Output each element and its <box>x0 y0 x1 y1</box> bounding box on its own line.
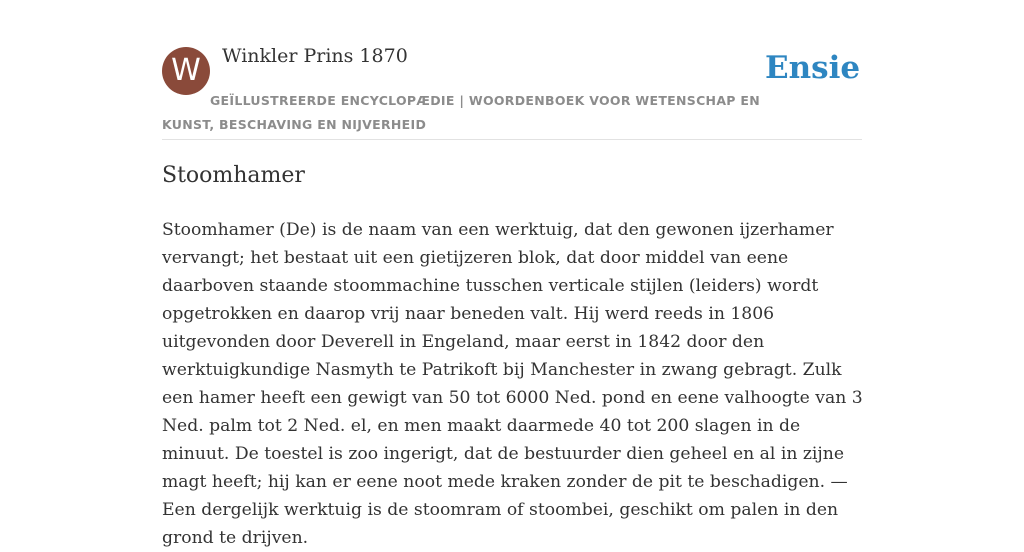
entry-body: Stoomhamer (De) is de naam van een werktuig, dat den gewonen ijzerhamer vervangt; het bestaat uit een gietijzeren blok, dat door middel van eene daarboven staande stoommachine tusschen verticale stijlen (leiders) wordt opgetrokken en daarop vrij naar beneden valt. Hij werd reeds in 1806 uitgevonden door Deverell in Engeland, maar eerst in 1842 door den werktuigkundige Nasmyth te Patrikoft bij Manchester in zwang gebragt. Zulk een hamer heeft een gewigt van 50 tot 6000 Ned. pond en eene valhoogte van 3 Ned. palm tot 2 Ned. el, en men maakt daarmede 40 tot 200 slagen in de minuut. De toestel is zoo ingerigt, dat de bestuurder dien geheel en al in zijne magt heeft; hij kan er eene noot mede kraken zonder de pit te beschadigen. — Een dergelijk werktuig is de stoomram of stoombei, geschikt om palen in den grond te drijven. <box>162 220 863 548</box>
source-subtitle: GEÏLLUSTREERDE ENCYCLOPÆDIE | WOORDENBOEK VOOR WETENSCHAP EN KUNST, BESCHAVING EN NIJVERHEID <box>162 93 760 132</box>
source-title[interactable]: Winkler Prins 1870 <box>222 45 408 67</box>
source-avatar[interactable]: W <box>162 47 210 95</box>
brand-logo[interactable]: Ensie <box>765 50 861 86</box>
entry-title: Stoomhamer <box>162 163 305 188</box>
header-divider <box>162 139 862 140</box>
